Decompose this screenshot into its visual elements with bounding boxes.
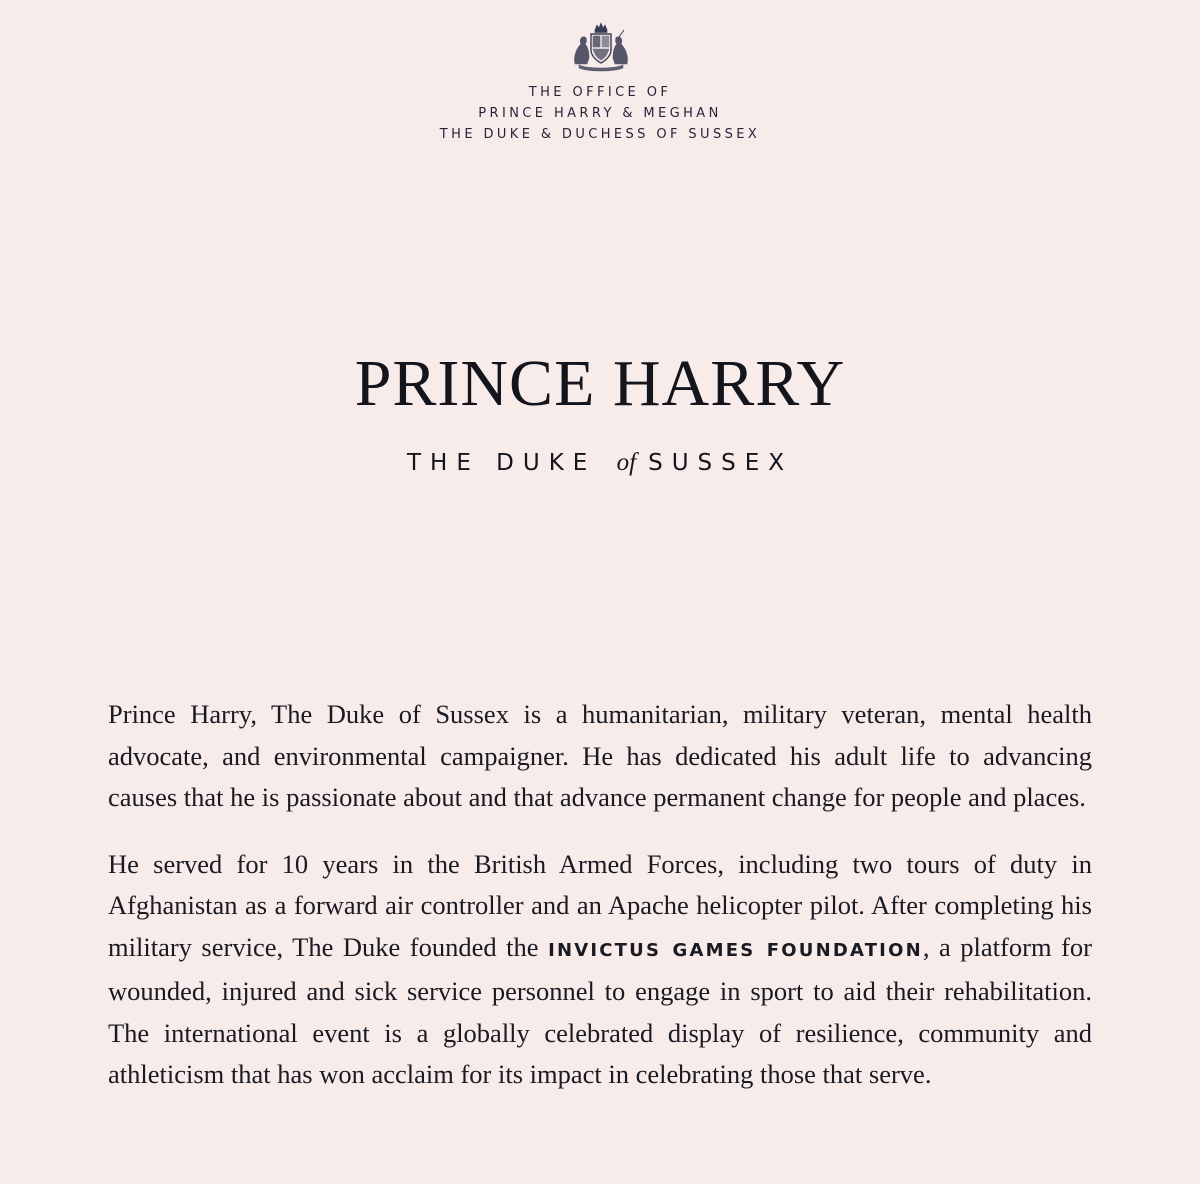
office-header (0, 82, 1200, 145)
office-line-1: THE OFFICE OF (528, 85, 672, 100)
subtitle-pre: THE DUKE (406, 450, 597, 476)
bio-paragraph-1: Prince Harry, The Duke of Sussex is a humanitarian, military veteran, mental health advocate, and environmental campaigner. He has dedicated his adult life to advancing causes that he is passionate about and that advance permanent change for people and places. (108, 699, 1092, 812)
bio-paragraph-2 (108, 844, 1092, 1096)
subtitle-of: of (616, 449, 637, 476)
office-line-3: THE DUKE & DUCHESS OF SUSSEX (439, 127, 761, 142)
bio-paragraph-2-part-1: He served for 10 years in the British Armed Forces, including two tours of duty in Afghanistan as a forward air controller and an Apache helicopter pilot. After completing his military service, The Duke founded the (108, 848, 1092, 962)
page-title: PRINCE HARRY (354, 347, 846, 420)
office-line-2: PRINCE HARRY & MEGHAN (478, 106, 722, 121)
bio-text (108, 694, 1092, 1121)
bio-paragraph-2-part-2: , a platform for wounded, injured and sick service personnel to engage in sport to aid their rehabilitation. The international event is a globally celebrated display of resilience, community and athleticism that has won acclaim for its impact in celebrating those that serve. (108, 931, 1092, 1089)
page-subtitle (0, 446, 1200, 480)
royal-crest-icon (569, 20, 633, 72)
invictus-games-link[interactable]: INVICTUS GAMES FOUNDATION (548, 939, 923, 961)
subtitle-post: SUSSEX (648, 450, 794, 476)
